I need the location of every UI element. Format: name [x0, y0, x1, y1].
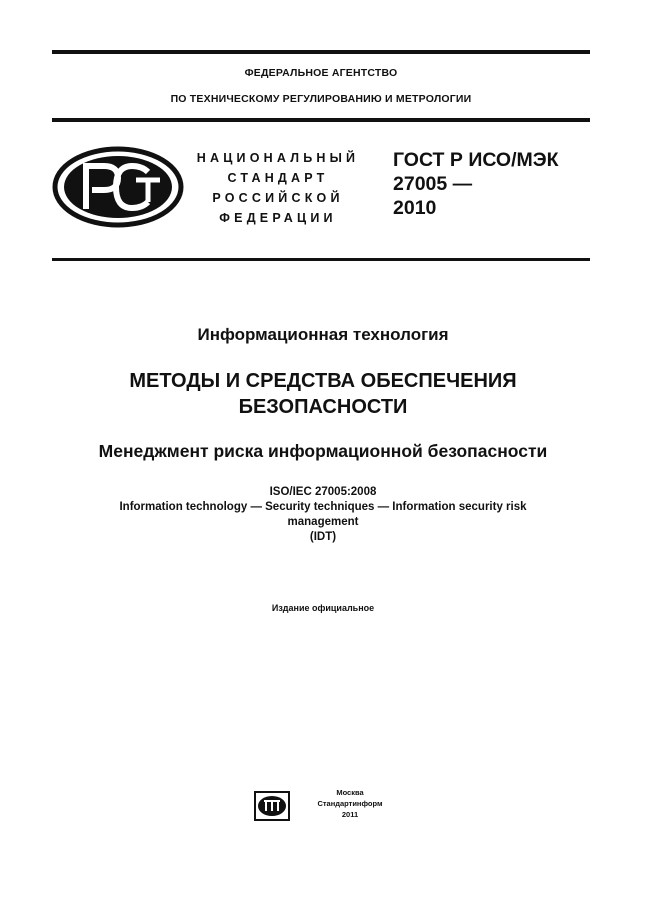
national-line-4: ФЕДЕРАЦИИ: [219, 211, 337, 225]
standartinform-logo-icon: [254, 791, 290, 821]
gost-line-2: 27005 —: [393, 173, 473, 195]
standard-block-rule: [52, 258, 590, 261]
gost-designation: [393, 148, 559, 220]
national-line-2: СТАНДАРТ: [227, 171, 329, 185]
publisher-year: 2011: [341, 810, 359, 819]
header-bottom-rule: [52, 118, 590, 122]
iso-english-line-1: Information technology — Security techniques — Information security risk: [119, 501, 527, 513]
national-standard-label: [186, 148, 370, 228]
agency-line-2: ПО ТЕХНИЧЕСКОМУ РЕГУЛИРОВАНИЮ И МЕТРОЛОГИИ: [170, 93, 472, 105]
iso-code: ISO/IEC 27005:2008: [269, 486, 377, 498]
national-line-3: РОССИЙСКОЙ: [212, 191, 344, 205]
title-subject: Информационная технология: [197, 325, 449, 344]
top-rule: [52, 50, 590, 54]
iso-idt: (IDT): [309, 531, 337, 543]
rst-logo-icon: [52, 146, 184, 228]
gost-line-1: ГОСТ Р ИСО/МЭК: [393, 149, 559, 171]
edition-label: Издание официальное: [271, 603, 375, 613]
iso-english-line-2: management: [287, 516, 359, 528]
title-part: Менеджмент риска информационной безопасности: [98, 441, 548, 461]
publisher-city: Москва: [336, 788, 364, 797]
gost-line-3: 2010: [393, 197, 437, 219]
title-main: [40, 368, 606, 420]
publisher-name: Стандартинформ: [317, 799, 383, 808]
title-main-line-1: МЕТОДЫ И СРЕДСТВА ОБЕСПЕЧЕНИЯ: [129, 370, 517, 392]
national-line-1: НАЦИОНАЛЬНЫЙ: [196, 151, 360, 165]
agency-line-1: ФЕДЕРАЛЬНОЕ АГЕНТСТВО: [244, 67, 398, 79]
iso-reference: [40, 485, 606, 545]
publisher-block: [300, 787, 400, 820]
title-main-line-2: БЕЗОПАСНОСТИ: [238, 396, 408, 418]
